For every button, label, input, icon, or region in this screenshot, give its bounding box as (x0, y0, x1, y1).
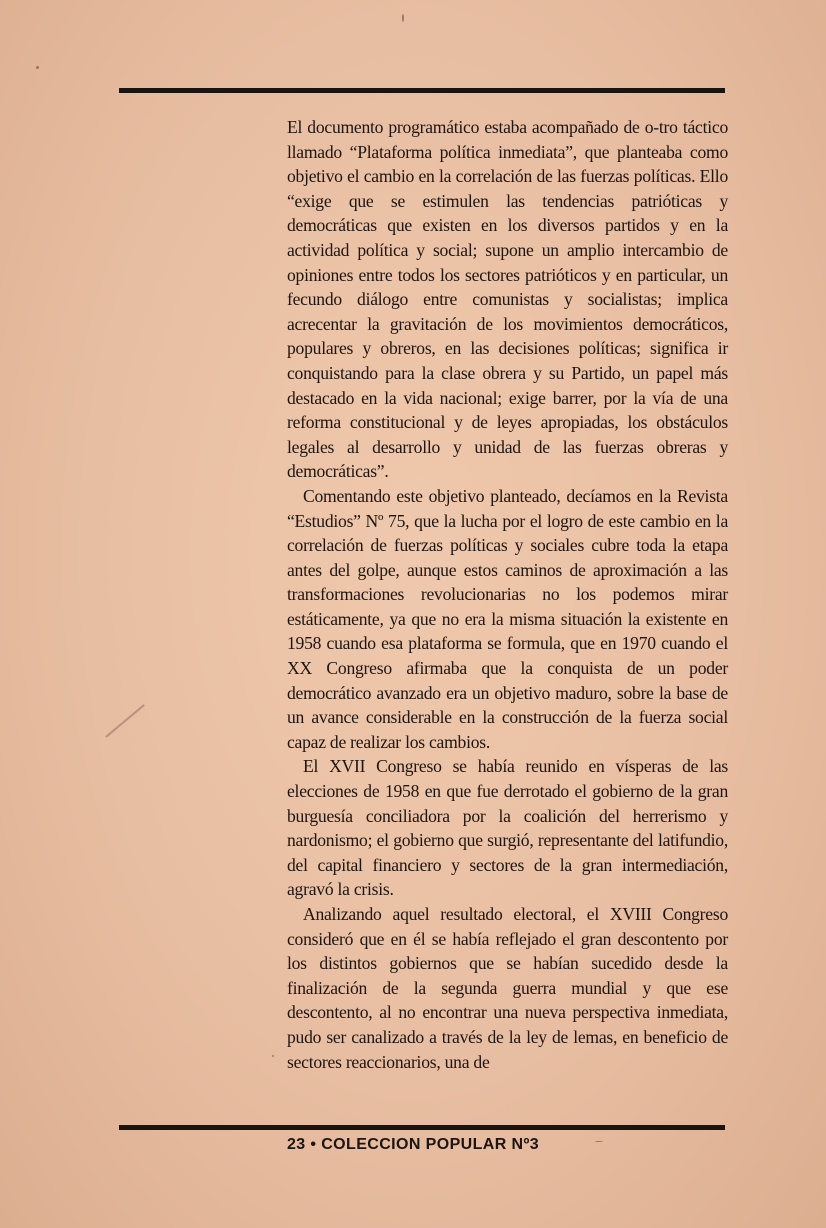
bottom-rule (119, 1125, 725, 1130)
paragraph: Analizando aquel resultado electoral, el XVIII Congreso consideró que en él se había reflejado el gran descontento por los distintos gobiernos que se habían sucedido desde la finalización de la segunda guerra mundial y que ese descontento, al no encontrar una nueva perspectiva inmediata, pudo ser canalizado a través de la ley de lemas, en beneficio de sectores reaccionarios, una de (287, 904, 728, 1072)
paper-speck (402, 14, 404, 22)
body-text (287, 115, 728, 1074)
paragraph: El XVII Congreso se había reunido en vísperas de las elecciones de 1958 en que fue derrotado el gobierno de la gran burguesía conciliadora por la coalición del herrerismo y nardonismo; el gobierno que surgió, representante del latifundio, del capital financiero y sectores de la gran intermediación, agravó la crisis. (287, 756, 728, 900)
paper-scratch (105, 704, 145, 738)
page-footer: 23 • COLECCION POPULAR Nº3 (286, 1136, 540, 1153)
paper-speck (36, 66, 39, 69)
paragraph: Comentando este objetivo planteado, decíamos en la Revista “Estudios” Nº 75, que la lucha por el logro de este cambio en la correlación de fuerzas políticas y sociales cubre toda la etapa antes del golpe, aunque estos caminos de aproximación a las transformaciones revolucionarias no los podemos mirar estáticamente, ya que no era la misma situación la existente en 1958 cuando esa plataforma se formula, que en 1970 cuando el XX Congreso afirmaba que la conquista de un poder democrático avanzado era un objetivo maduro, sobre la base de un avance considerable en la construcción de la fuerza social capaz de realizar los cambios. (287, 485, 728, 752)
paper-speck (272, 1055, 274, 1057)
top-rule (119, 88, 725, 93)
paragraph: El documento programático estaba acompañado de o-tro táctico llamado “Plataforma política inmediata”, que planteaba como objetivo el cambio en la correlación de las fuerzas políticas. Ello “exige que se estimulen las tendencias patrióticas y democráticas que existen en los diversos partidos y en la actividad política y social; supone un amplio intercambio de opiniones entre todos los sectores patrióticos y en particular, un fecundo diálogo entre comunistas y socialistas; implica acrecentar la gravitación de los movimientos democráticos, populares y obreros, en las decisiones políticas; significa ir conquistando para la clase obrera y su Partido, un papel más destacado en la vida nacional; exige barrer, por la vía de una reforma constitucional y de leyes apropiadas, los obstáculos legales al desarrollo y unidad de las fuerzas obreras y democráticas”. (287, 117, 728, 482)
